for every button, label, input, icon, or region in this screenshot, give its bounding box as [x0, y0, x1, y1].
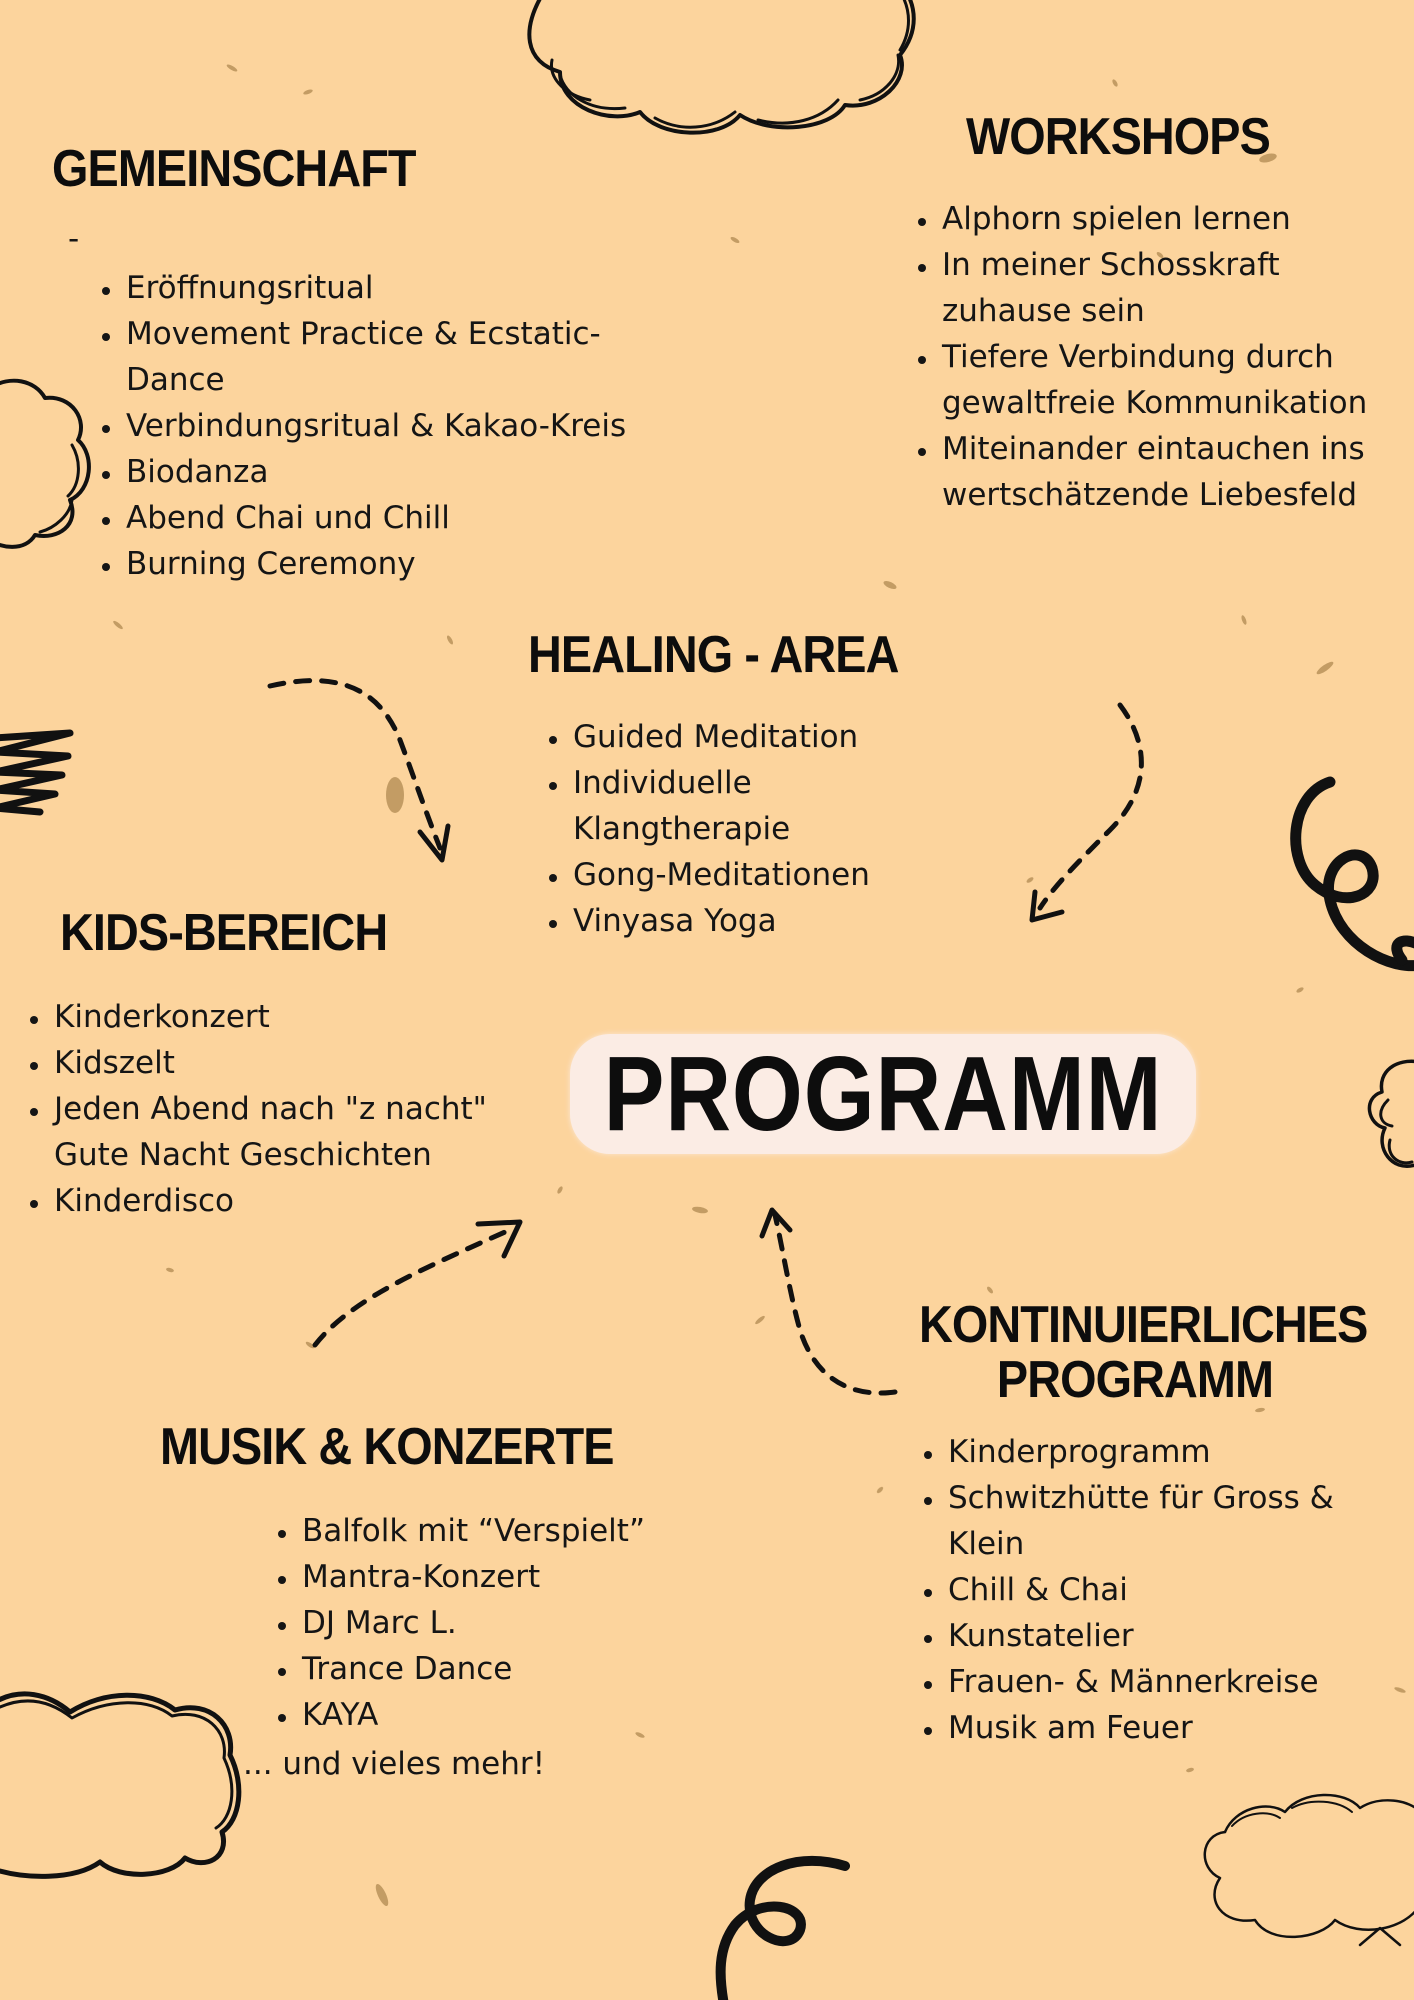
workshops-heading: WORKSHOPS	[966, 108, 1270, 166]
list-item: • Kidszelt	[52, 1040, 572, 1086]
kontinuierlich-heading-line2: PROGRAMM	[996, 1350, 1274, 1409]
kontinuierlich-heading-line1: KONTINUIERLICHES	[919, 1296, 1368, 1354]
kontinuierlich-list	[914, 1429, 1414, 1751]
list-item: • Burning Ceremony	[124, 541, 744, 587]
gemeinschaft-dash: -	[68, 221, 80, 257]
musik-heading: MUSIK & KONZERTE	[160, 1418, 614, 1476]
list-item: • Kinderdisco	[52, 1178, 572, 1224]
list-item: • Biodanza	[124, 449, 744, 495]
list-item: • Individuelle Klangtherapie	[571, 760, 873, 852]
healing-list	[539, 714, 951, 944]
list-item: • Vinyasa Yoga	[571, 898, 951, 944]
list-item: • Alphorn spielen lernen	[940, 196, 1380, 242]
list-item: • In meiner Schosskraft zuhause sein	[940, 242, 1380, 334]
gemeinschaft-heading: GEMEINSCHAFT	[52, 140, 416, 198]
list-item: • Schwitzhütte für Gross & Klein	[946, 1475, 1388, 1567]
list-item: • Tiefere Verbindung durch gewaltfreie Kommunikation	[940, 334, 1380, 426]
list-item: • Miteinander eintauchen ins wertschätzende Liebesfeld	[940, 426, 1380, 518]
list-item: • Guided Meditation	[571, 714, 951, 760]
musik-footer: ... und vieles mehr!	[243, 1746, 546, 1782]
list-item: • Chill & Chai	[946, 1567, 1414, 1613]
list-item: • Eröffnungsritual	[124, 265, 744, 311]
list-item: • Trance Dance	[300, 1646, 760, 1692]
kontinuierlich-heading	[919, 1296, 1368, 1409]
list-item: • Balfolk mit “Verspielt”	[300, 1508, 760, 1554]
page-title: PROGRAMM	[603, 1034, 1163, 1153]
list-item: • DJ Marc L.	[300, 1600, 760, 1646]
gemeinschaft-list	[92, 265, 744, 587]
list-item: • Verbindungsritual & Kakao-Kreis	[124, 403, 744, 449]
workshops-list	[908, 196, 1380, 518]
list-item: • Gong-Meditationen	[571, 852, 951, 898]
list-item: • Kinderprogramm	[946, 1429, 1414, 1475]
list-item: • Kinderkonzert	[52, 994, 572, 1040]
kids-list	[20, 994, 572, 1224]
list-item: • Movement Practice & Ecstatic-Dance	[124, 311, 671, 403]
list-item: • Abend Chai und Chill	[124, 495, 744, 541]
list-item: • KAYA	[300, 1692, 760, 1738]
list-item: • Kunstatelier	[946, 1613, 1414, 1659]
musik-list	[268, 1508, 760, 1738]
list-item: • Musik am Feuer	[946, 1705, 1414, 1751]
list-item: • Mantra-Konzert	[300, 1554, 760, 1600]
list-item: • Jeden Abend nach "z nacht" Gute Nacht Geschichten	[52, 1086, 544, 1178]
list-item: • Frauen- & Männerkreise	[946, 1659, 1414, 1705]
healing-heading: HEALING - AREA	[528, 626, 899, 684]
kids-heading: KIDS-BEREICH	[60, 904, 388, 962]
